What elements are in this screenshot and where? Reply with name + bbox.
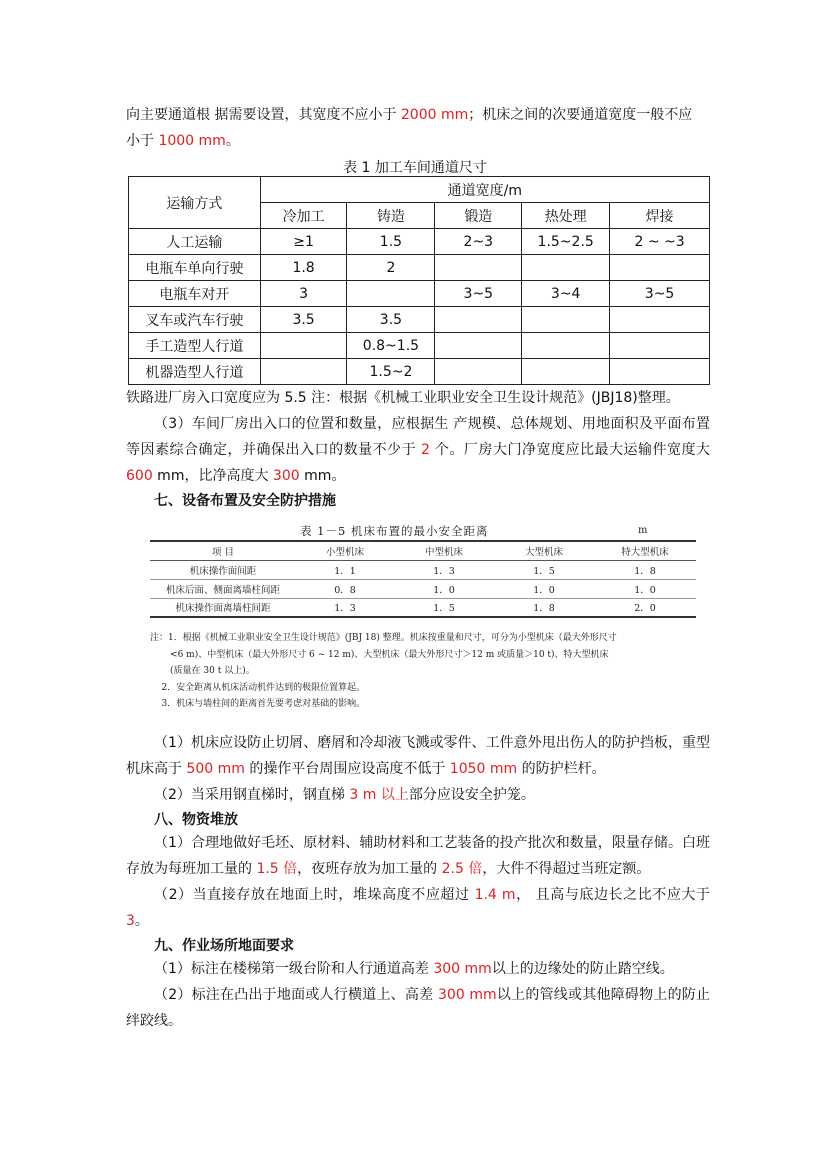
section-heading-equipment: 七、设备布置及安全防护措施: [154, 493, 336, 509]
table1-cell: [610, 307, 710, 333]
table15-cell: 2．0: [594, 598, 696, 617]
paragraph-storage-limit: （1）合理地做好毛坯、原材料、辅助材料和工艺装备的投产批次和数量，限量存储。白班存放为每班加工量的 1.5 倍，夜班存放为加工量的 2.5 倍，大件不得超过当班定额。: [126, 835, 710, 877]
paragraph-guards: （1）机床应设防止切屑、磨屑和冷却液飞溅或零件、工件意外甩出伤人的防护挡板，重型机床高于 500 mm 的操作平台周围应设高度不低于 1050 mm 的防护栏杆。: [126, 735, 710, 777]
table1-cell: 3~4: [522, 281, 610, 307]
table15-cell: 1．1: [296, 560, 394, 579]
table1-row: [129, 333, 710, 359]
table15: [150, 540, 696, 618]
intro-text: ；机床之间的次要通道宽度一般不应: [468, 107, 693, 123]
paragraph-step-line: （1）标注在楼梯第一级台阶和人行通道高差 300 mm以上的边缘处的防止踏空线。: [154, 961, 674, 977]
table1-cell: 3~5: [435, 281, 522, 307]
table15-cell: 1．3: [296, 598, 394, 617]
table15-note-line: 2．安全距离从机床活动机件达到的极限位置算起。: [150, 682, 366, 693]
table15-unit: m: [638, 525, 648, 536]
table15-notes: [150, 630, 696, 713]
table1-cell: [347, 281, 435, 307]
intro-paragraph: [126, 102, 710, 154]
table1-cell: 2~3: [435, 229, 522, 255]
paragraph-ladder: （2）当采用钢直梯时，钢直梯 3 m 以上部分应设安全护笼。: [154, 787, 535, 803]
table1-row: [129, 307, 710, 333]
table1-cell: 3: [260, 281, 347, 307]
intro-text: 向主要通道根 据需要设置，其宽度不应小于: [126, 107, 397, 123]
table1-header-mode: 运输方式: [129, 177, 261, 229]
table1-row: [129, 359, 710, 385]
table15-cell: 1．8: [594, 560, 696, 579]
table1-cell: [610, 255, 710, 281]
table15-cell: 1．0: [594, 579, 696, 598]
table15-row: [150, 560, 696, 579]
table1-cell: [522, 255, 610, 281]
table1-cell: 1.5: [347, 229, 435, 255]
table1-cell: [435, 255, 522, 281]
table15-cell: 0．8: [296, 579, 394, 598]
table1-cell: 0.8~1.5: [347, 333, 435, 359]
intro-highlight: 2000 mm: [396, 107, 469, 123]
table1-column-header: 锻造: [435, 203, 522, 229]
table15-row-label: 机床操作面离墙柱间距: [150, 598, 296, 617]
table1-cell: [522, 307, 610, 333]
paragraph-trip-line: （2）标注在凸出于地面或人行横道上、高差 300 mm以上的管线或其他障碍物上的防止 绊跤线。: [126, 987, 711, 1029]
table1-cell: 1.8: [260, 255, 347, 281]
table15-note-line: 注：1．根据《机械工业职业安全卫生设计规范》(JBJ 18) 整理。机床按重量和尺寸，可分为小型机床（最大外形尺寸: [150, 633, 617, 643]
table1-column-header: 焊接: [610, 203, 710, 229]
table15-row-label: 机床操作面间距: [150, 560, 296, 579]
intro-text: 小于: [126, 133, 154, 149]
table1-cell: [260, 333, 347, 359]
scanned-table-figure: [150, 516, 696, 721]
table1-cell: 1.5~2: [347, 359, 435, 385]
table15-cell: 1．0: [494, 579, 594, 598]
table1-cell: [610, 333, 710, 359]
table1-cell: [435, 333, 522, 359]
table1-cell: [522, 333, 610, 359]
table1-row-label: 手工造型人行道: [129, 333, 261, 359]
table15-column-header: 特大型机床: [594, 541, 696, 560]
table15-note-line: (质量在 30 t 以上)。: [150, 666, 255, 676]
intro-text: 。: [225, 133, 240, 149]
table1-cell: [260, 359, 347, 385]
table15-note-line: <6 m)、中型机床（最大外形尺寸 6 ~ 12 m)、大型机床（最大外形尺寸＞12 m 或质量＞10 t)、特大型机床: [150, 649, 609, 660]
table1-cell: 2: [347, 255, 435, 281]
section-heading-floor: 九、作业场所地面要求: [154, 938, 294, 954]
table1-row: [129, 281, 710, 307]
table15-column-header: 项 目: [150, 541, 296, 560]
table1-row-label: 电瓶车对开: [129, 281, 261, 307]
table15-cell: 1．5: [494, 560, 594, 579]
table15-column-header: 大型机床: [494, 541, 594, 560]
table1-row-label: 电瓶车单向行驶: [129, 255, 261, 281]
table15-cell: 1．8: [494, 598, 594, 617]
table15-note-line: 3．机床与墙柱间的距离首先要考虑对基础的影响。: [150, 699, 366, 709]
table1-row: [129, 255, 710, 281]
table1-cell: [610, 359, 710, 385]
table1-row: [129, 229, 710, 255]
paragraph-stack-height: （2）当直接存放在地面上时，堆垛高度不应超过 1.4 m， 且高与底边长之比不应大于3。: [126, 887, 710, 929]
table1-column-header: 铸造: [347, 203, 435, 229]
table1-cell: [435, 359, 522, 385]
table15-row: [150, 579, 696, 598]
table1-cell: [435, 307, 522, 333]
table1-cell: 1.5~2.5: [522, 229, 610, 255]
section-heading-storage: 八、物资堆放: [154, 812, 238, 828]
table1-cell: [522, 359, 610, 385]
table1-row-label: 人工运输: [129, 229, 261, 255]
table15-column-header: 小型机床: [296, 541, 394, 560]
table15-cell: 1．5: [394, 598, 494, 617]
table1-row-label: 叉车或汽车行驶: [129, 307, 261, 333]
table1-column-header: 冷加工: [260, 203, 347, 229]
table1-cell: 3.5: [260, 307, 347, 333]
table15-cell: 1．3: [394, 560, 494, 579]
table1: [128, 176, 710, 385]
table15-column-header: 中型机床: [394, 541, 494, 560]
table1-footnote: 铁路进厂房入口宽度应为 5.5 注：根据《机械工业职业安全卫生设计规范》(JBJ18)整理。: [126, 390, 680, 406]
table1-cell: 2 ~ ~3: [610, 229, 710, 255]
intro-highlight: 1000 mm: [154, 133, 226, 149]
table1-cell: 3.5: [347, 307, 435, 333]
table1-caption: 表 1 加工车间通道尺寸: [343, 160, 487, 176]
table1-cell: ≥1: [260, 229, 347, 255]
table15-title: 表 1－5 机床布置的最小安全距离: [300, 524, 489, 538]
paragraph-entrances: （3）车间厂房出入口的位置和数量，应根据生 产规模、总体规划、用地面积及平面布置等因素综合确定，并确保出入口的数量不少于 2 个。厂房大门净宽度应比最大运输件宽度大 600 mm，比净高度大 300 mm。: [126, 416, 711, 484]
table1-column-header: 热处理: [522, 203, 610, 229]
table1-cell: 3~5: [610, 281, 710, 307]
table15-row: [150, 598, 696, 617]
table15-row-label: 机床后面、侧面离墙柱间距: [150, 579, 296, 598]
table1-header-width: 通道宽度/m: [260, 177, 709, 203]
table1-row-label: 机器造型人行道: [129, 359, 261, 385]
table15-cell: 1．0: [394, 579, 494, 598]
